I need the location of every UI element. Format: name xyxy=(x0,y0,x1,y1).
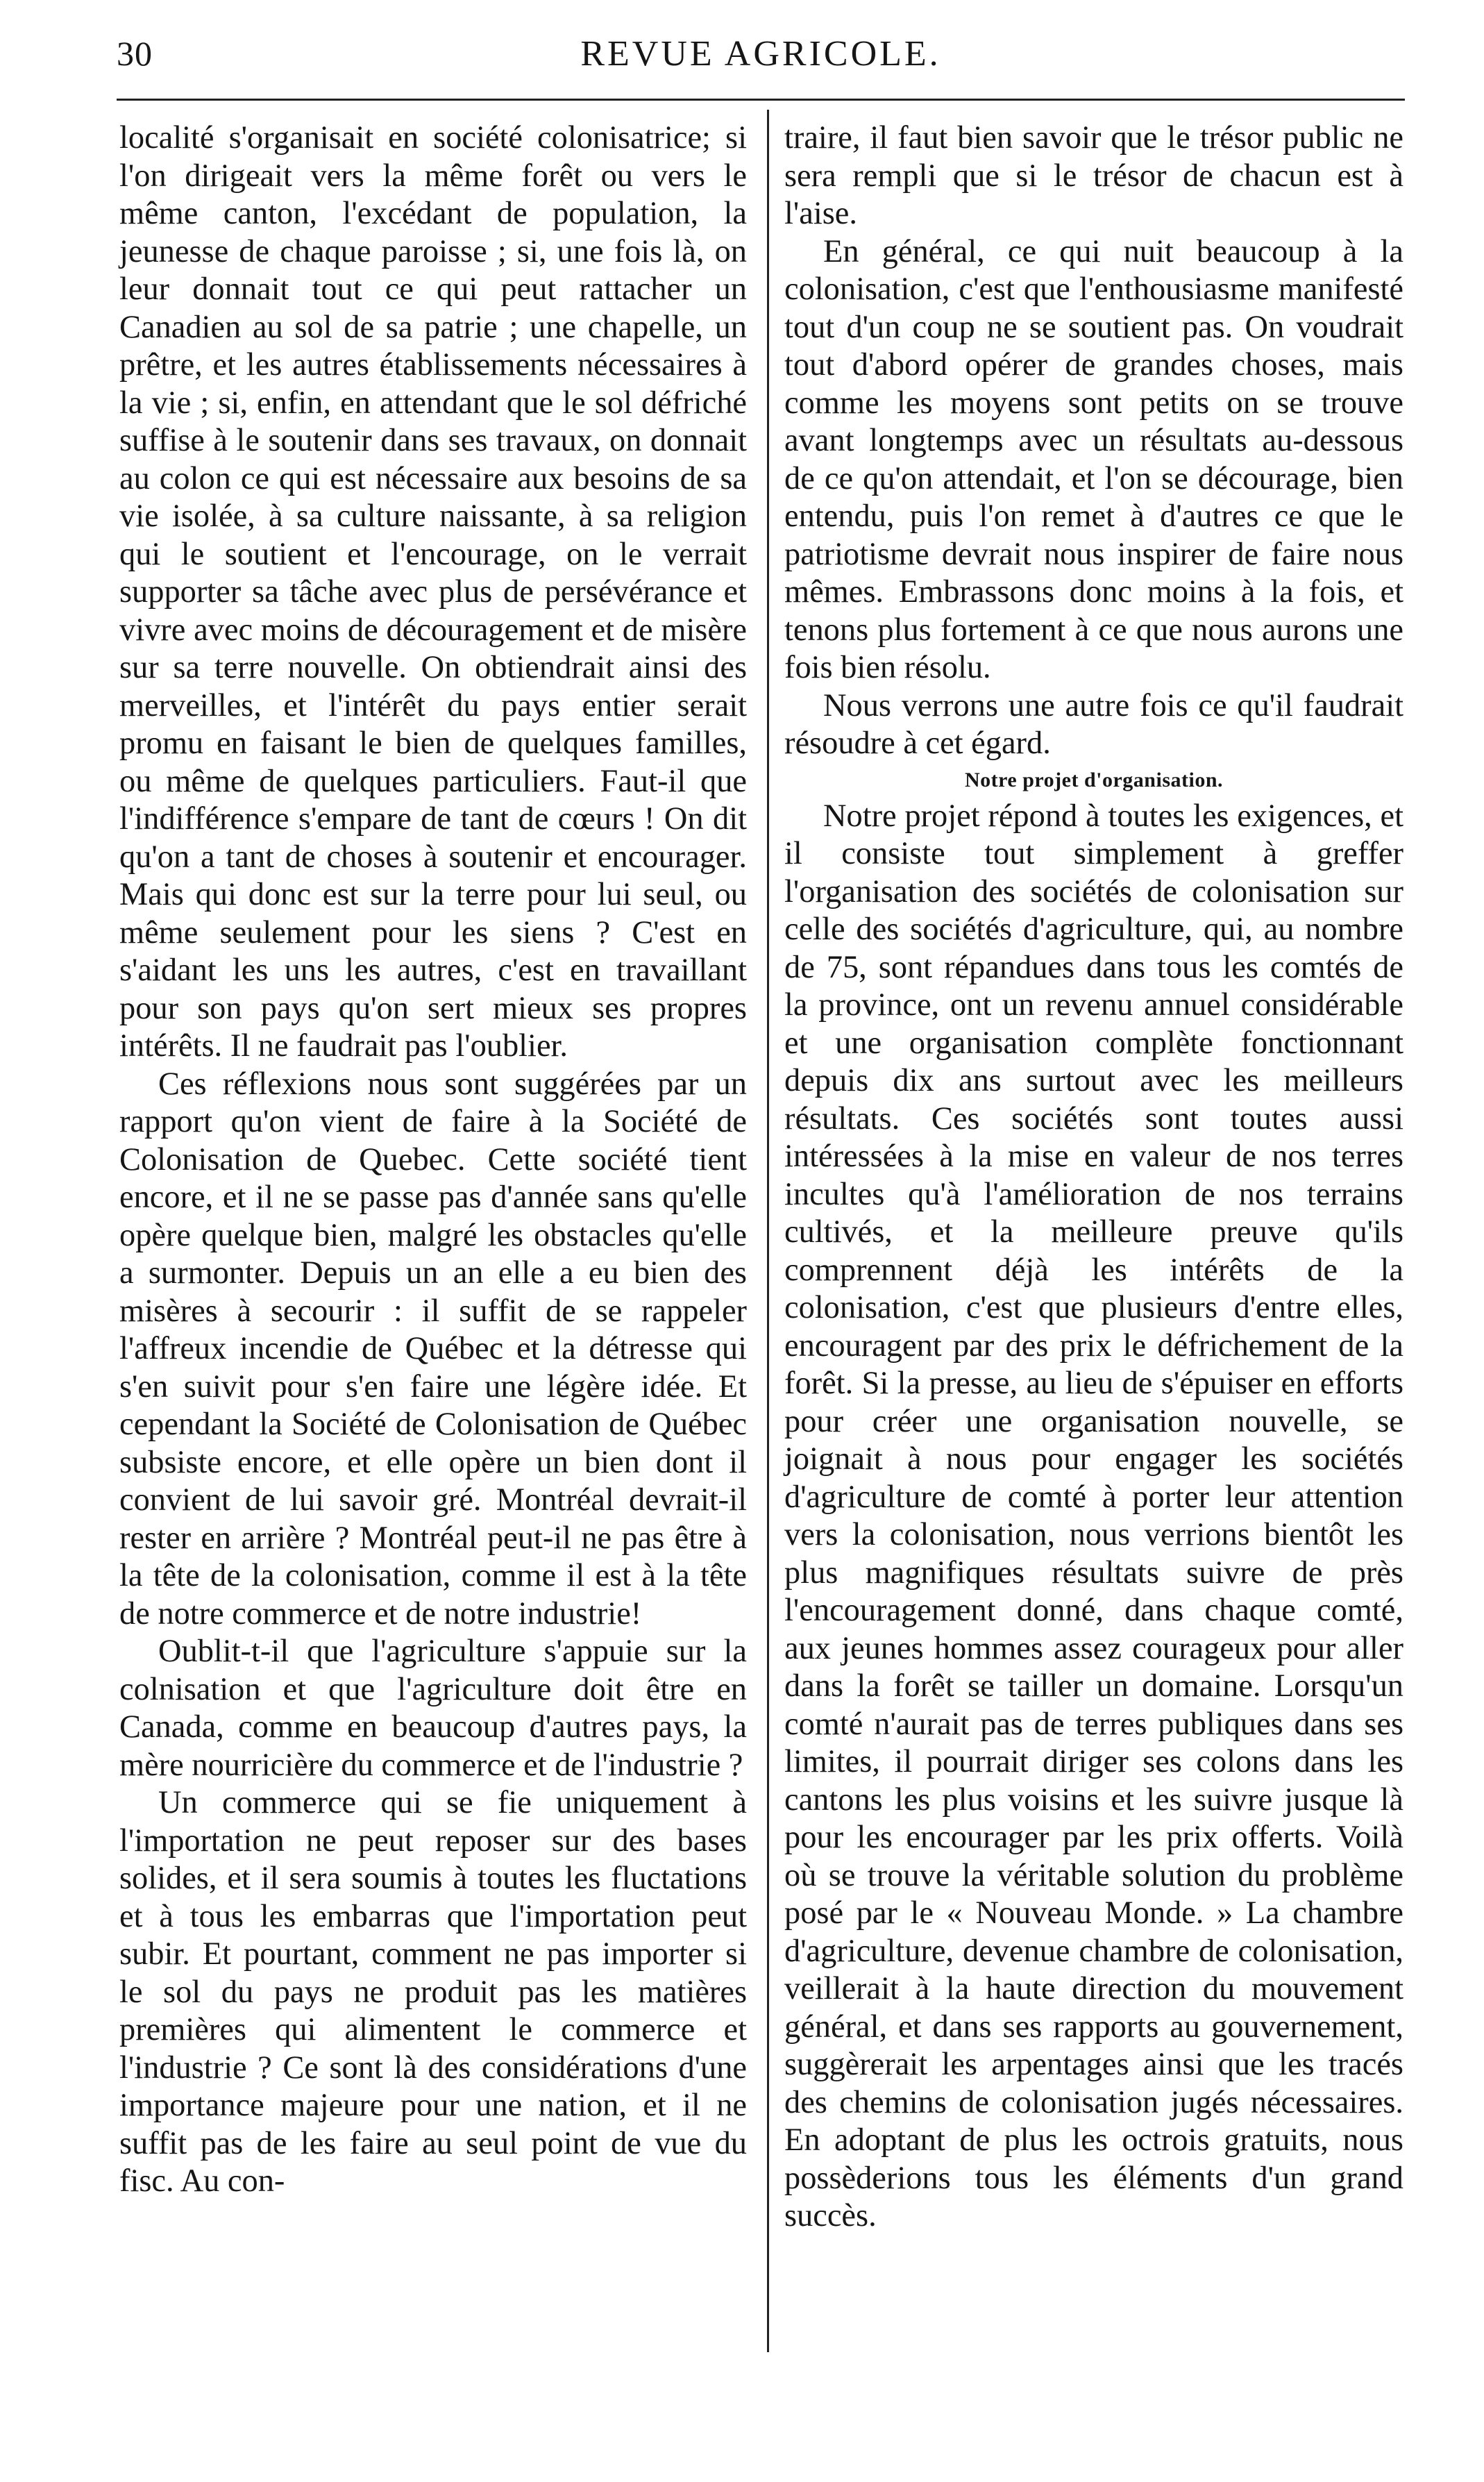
header-rule xyxy=(117,99,1405,101)
page-number: 30 xyxy=(117,34,153,73)
paragraph: Oublit-t-il que l'agriculture s'appuie sur la colnisation et que l'agriculture doit être en Canada, comme en beaucoup d'autres pays, la mère nourricière du commerce et de l'industrie ? xyxy=(119,1634,747,1783)
running-header xyxy=(117,33,1405,92)
paragraph: localité s'organisait en société colonisatrice; si l'on dirigeait vers la même forêt ou vers le même canton, l'excédant de population, la jeunesse de chaque paroisse ; si, une fois là, on leur donnait tout ce qui peut rattacher un Canadien au sol de sa patrie ; une chapelle, un prêtre, et les autres établissements nécessaires à la vie ; si, enfin, en attendant que le sol défriché suffise à le soutenir dans ses travaux, on donnait au colon ce qui est nécessaire aux besoins de sa vie isolée, à sa culture naissante, à sa religion qui le soutient et l'encourage, on le verrait supporter sa tâche avec plus de persévérance et vivre avec moins de découragement et de misère sur sa terre nouvelle. On obtiendrait ainsi des merveilles, et l'intérêt du pays entier serait promu en faisant le bien de quelques familles, ou même de quelques particuliers. Faut-il que l'indifférence s'empare de tant de cœurs ! On dit qu'on a tant de choses à soutenir et encourager. Mais qui donc est sur la terre pour lui seul, ou même seulement pour les siens ? C'est en s'aidant les uns les autres, c'est en travaillant pour son pays qu'on sert mieux ses propres intérêts. Il ne faudrait pas l'oublier. xyxy=(119,120,747,1064)
section-heading: Notre projet d'organisation. xyxy=(964,768,1224,791)
paragraph: traire, il faut bien savoir que le trésor public ne sera rempli que si le trésor de chacun est à l'aise. xyxy=(784,120,1403,231)
paragraph: Notre projet répond à toutes les exigences, et il consiste tout simplement à greffer l'organisation des sociétés de colonisation sur celle des sociétés d'agriculture, qui, au nombre de 75, sont répandues dans tous les comtés de la province, ont un revenu annuel considérable et une organisation complète fonctionnant depuis dix ans surtout avec les meilleurs résultats. Ces sociétés sont toutes aussi intéressées à la mise en valeur de nos terres incultes qu'à l'amélioration de nos terrains cultivés, et la meilleure preuve qu'ils comprennent déjà les intérêts de la colonisation, c'est que plusieurs d'entre elles, encouragent par des prix le défrichement de la forêt. Si la presse, au lieu de s'épuiser en efforts pour créer une organisation nouvelle, se joignait à nous pour engager les sociétés d'agriculture de comté à porter leur attention vers la colonisation, nous verrions bientôt les plus magnifiques résultats suivre de près l'encouragement donné, dans chaque comté, aux jeunes hommes assez courageux pour aller dans la forêt se tailler un domaine. Lorsqu'un comté n'aurait pas de terres publiques dans ses limites, il pourrait diriger ses colons dans les cantons les plus voisins et les suivre jusque là pour les encourager par les prix offerts. Voilà où se trouve la véritable solution du problème posé par le « Nouveau Monde. » La chambre d'agriculture, devenue chambre de colonisation, veillerait à la haute direction du mouvement général, et dans ses rapports au gouvernement, suggèrerait les arpentages ainsi que les tracés des chemins de colonisation jugés nécessaires. En adoptant de plus les octrois gratuits, nous possèderions tous les éléments d'un grand succès. xyxy=(784,798,1403,2233)
paragraph: Ces réflexions nous sont suggérées par un rapport qu'on vient de faire à la Société de Colonisation de Quebec. Cette société tient encore, et il ne se passe pas d'année sans qu'elle opère quelque bien, malgré les obstacles qu'elle a surmonter. Depuis un an elle a eu bien des misères à secourir : il suffit de se rappeler l'affreux incendie de Québec et la détresse qui s'en suivit pour s'en faire une légère idée. Et cependant la Société de Colonisation de Québec subsiste encore, et elle opère un bien dont il convient de lui savoir gré. Montréal devrait-il rester en arrière ? Montréal peut-il ne pas être à la tête de la colonisation, comme il est à la tête de notre commerce et de notre industrie! xyxy=(119,1066,747,1632)
running-title: REVUE AGRICOLE. xyxy=(580,34,941,74)
paragraph: En général, ce qui nuit beaucoup à la colonisation, c'est que l'enthousiasme manifesté tout d'un coup ne se soutient pas. On voudrait tout d'abord opérer de grandes choses, mais comme les moyens sont petits on se trouve avant longtemps avec un résultats au-dessous de ce qu'on attendait, et l'on se décourage, bien entendu, puis l'on remet à d'autres ce que le patriotisme devrait nous inspirer de faire nous mêmes. Embrassons donc moins à la fois, et tenons plus fortement à ce que nous aurons une fois bien résolu. xyxy=(784,233,1403,685)
left-column xyxy=(119,119,747,2201)
column-divider xyxy=(767,110,769,2352)
paragraph: Nous verrons une autre fois ce qu'il faudrait résoudre à cet égard. xyxy=(784,687,1403,761)
right-column xyxy=(784,119,1403,2236)
paragraph: Un commerce qui se fie uniquement à l'importation ne peut reposer sur des bases solides, et il sera soumis à toutes les fluctations et à tous les embarras que l'importation peut subir. Et pourtant, comment ne pas importer si le sol du pays ne produit pas les matières premières qui alimentent le commerce et l'industrie ? Ce sont là des considérations d'une importance majeure pour une nation, et il ne suffit pas de les faire au seul point de vue du fisc. Au con- xyxy=(119,1785,747,2199)
